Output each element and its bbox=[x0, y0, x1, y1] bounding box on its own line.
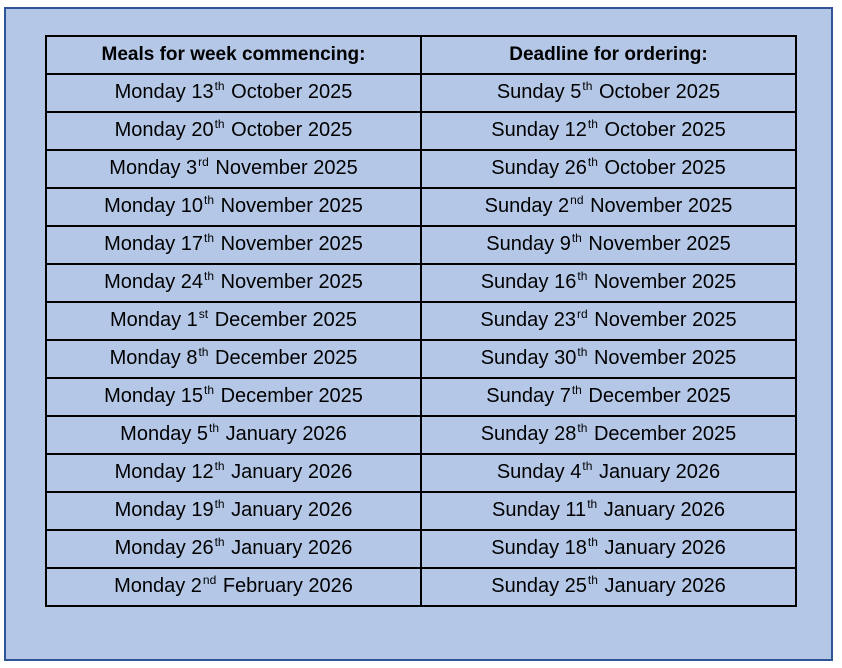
date-ordinal-suffix: th bbox=[204, 383, 215, 397]
date-day: Sunday bbox=[484, 195, 553, 217]
table-row bbox=[46, 188, 796, 226]
ordering-deadline-cell bbox=[421, 264, 796, 302]
date-year: 2025 bbox=[675, 81, 721, 103]
date-ordinal-suffix: th bbox=[587, 573, 598, 587]
date-number: 5 bbox=[570, 81, 582, 103]
date-day: Monday bbox=[114, 119, 186, 141]
date-day: Sunday bbox=[496, 81, 565, 103]
ordering-deadline-cell bbox=[421, 530, 796, 568]
date-year: 2025 bbox=[686, 233, 731, 255]
date-month: February bbox=[222, 575, 303, 597]
date-year: 2025 bbox=[312, 309, 358, 331]
date-year: 2026 bbox=[680, 499, 725, 521]
date-ordinal-suffix: th bbox=[214, 535, 225, 549]
meal-ordering-table bbox=[45, 35, 797, 607]
week-commencing-cell bbox=[46, 340, 421, 378]
date-ordinal-suffix: th bbox=[571, 383, 582, 397]
date-day: Sunday bbox=[491, 119, 560, 141]
date-number: 7 bbox=[559, 385, 571, 407]
ordering-deadline-cell bbox=[421, 74, 796, 112]
date-month: December bbox=[215, 347, 308, 369]
date-month: November bbox=[220, 195, 313, 217]
date-number: 23 bbox=[553, 309, 577, 331]
date-year: 2025 bbox=[318, 195, 363, 217]
date-month: October bbox=[604, 119, 676, 141]
date-month: October bbox=[604, 157, 676, 179]
date-year: 2025 bbox=[691, 347, 737, 369]
date-ordinal-suffix: rd bbox=[198, 155, 209, 169]
table-row bbox=[46, 112, 796, 150]
date-day: Monday bbox=[114, 461, 186, 483]
date-month: January bbox=[604, 575, 676, 597]
date-number: 16 bbox=[554, 271, 577, 293]
date-ordinal-suffix: th bbox=[209, 421, 220, 435]
ordering-deadline-cell bbox=[421, 416, 796, 454]
week-commencing-cell bbox=[46, 416, 421, 454]
week-commencing-cell bbox=[46, 530, 421, 568]
table-row bbox=[46, 492, 796, 530]
table-row bbox=[46, 530, 796, 568]
date-ordinal-suffix: st bbox=[198, 307, 209, 321]
date-ordinal-suffix: th bbox=[198, 345, 209, 359]
date-day: Monday bbox=[120, 423, 192, 445]
date-number: 9 bbox=[559, 233, 571, 255]
date-number: 5 bbox=[196, 423, 209, 445]
table-row bbox=[46, 340, 796, 378]
date-ordinal-suffix: th bbox=[582, 459, 593, 473]
ordering-deadline-cell bbox=[421, 188, 796, 226]
week-commencing-cell bbox=[46, 264, 421, 302]
date-month: January bbox=[231, 499, 303, 521]
date-ordinal-suffix: th bbox=[587, 155, 598, 169]
date-number: 26 bbox=[191, 537, 214, 559]
date-ordinal-suffix: nd bbox=[202, 573, 217, 587]
date-day: Monday bbox=[109, 347, 181, 369]
ordering-deadline-cell bbox=[421, 454, 796, 492]
date-month: December bbox=[220, 385, 313, 407]
date-day: Monday bbox=[104, 271, 176, 293]
date-month: January bbox=[231, 537, 303, 559]
date-month: November bbox=[588, 233, 681, 255]
date-year: 2025 bbox=[313, 157, 358, 179]
date-number: 1 bbox=[186, 309, 198, 331]
date-day: Sunday bbox=[491, 157, 560, 179]
table-header-row bbox=[46, 36, 796, 74]
date-ordinal-suffix: th bbox=[204, 193, 215, 207]
date-number: 19 bbox=[191, 499, 214, 521]
date-number: 12 bbox=[564, 119, 587, 141]
week-commencing-cell bbox=[46, 568, 421, 606]
date-ordinal-suffix: th bbox=[214, 79, 225, 93]
table-row bbox=[46, 302, 796, 340]
date-year: 2026 bbox=[681, 575, 726, 597]
ordering-deadline-cell bbox=[421, 568, 796, 606]
date-ordinal-suffix: nd bbox=[570, 193, 584, 207]
date-year: 2025 bbox=[318, 233, 363, 255]
date-month: January bbox=[231, 461, 303, 483]
ordering-deadline-cell bbox=[421, 150, 796, 188]
date-number: 8 bbox=[186, 347, 198, 369]
date-month: December bbox=[214, 309, 307, 331]
date-number: 2 bbox=[190, 575, 202, 597]
date-number: 12 bbox=[191, 461, 214, 483]
date-day: Sunday bbox=[480, 271, 549, 293]
date-year: 2025 bbox=[691, 271, 737, 293]
date-month: November bbox=[220, 233, 313, 255]
date-number: 4 bbox=[570, 461, 582, 483]
date-number: 10 bbox=[180, 195, 204, 217]
date-number: 2 bbox=[558, 195, 570, 217]
date-year: 2025 bbox=[318, 271, 363, 293]
date-year: 2025 bbox=[307, 119, 353, 141]
date-day: Monday bbox=[114, 575, 186, 597]
date-number: 26 bbox=[564, 157, 587, 179]
week-commencing-cell bbox=[46, 492, 421, 530]
ordering-deadline-cell bbox=[421, 378, 796, 416]
week-commencing-cell bbox=[46, 74, 421, 112]
date-number: 25 bbox=[564, 575, 587, 597]
date-day: Monday bbox=[104, 385, 176, 407]
date-ordinal-suffix: th bbox=[204, 231, 215, 245]
date-day: Sunday bbox=[480, 309, 549, 331]
table-row bbox=[46, 74, 796, 112]
week-commencing-cell bbox=[46, 454, 421, 492]
date-ordinal-suffix: th bbox=[214, 497, 225, 511]
ordering-deadline-cell bbox=[421, 492, 796, 530]
date-number: 13 bbox=[191, 81, 214, 103]
date-day: Sunday bbox=[480, 347, 549, 369]
table-body bbox=[46, 74, 796, 606]
date-month: January bbox=[603, 499, 675, 521]
date-year: 2025 bbox=[318, 385, 363, 407]
ordering-deadline-cell bbox=[421, 226, 796, 264]
table-row bbox=[46, 378, 796, 416]
date-month: January bbox=[598, 461, 671, 483]
date-day: Monday bbox=[104, 233, 176, 255]
week-commencing-cell bbox=[46, 226, 421, 264]
date-day: Monday bbox=[109, 309, 182, 331]
week-commencing-cell bbox=[46, 150, 421, 188]
date-month: November bbox=[594, 309, 687, 331]
date-day: Sunday bbox=[496, 461, 565, 483]
date-ordinal-suffix: th bbox=[577, 269, 588, 283]
date-month: January bbox=[604, 537, 676, 559]
date-year: 2025 bbox=[687, 195, 733, 217]
date-number: 28 bbox=[554, 423, 577, 445]
date-year: 2026 bbox=[307, 461, 353, 483]
date-year: 2025 bbox=[307, 81, 353, 103]
date-day: Sunday bbox=[491, 537, 560, 559]
date-number: 15 bbox=[180, 385, 204, 407]
date-month: January bbox=[225, 423, 297, 445]
date-ordinal-suffix: th bbox=[587, 535, 598, 549]
date-number: 30 bbox=[554, 347, 577, 369]
week-commencing-cell bbox=[46, 378, 421, 416]
date-month: November bbox=[215, 157, 308, 179]
date-year: 2025 bbox=[681, 157, 726, 179]
date-day: Monday bbox=[114, 499, 186, 521]
date-ordinal-suffix: th bbox=[587, 497, 598, 511]
date-day: Sunday bbox=[486, 233, 555, 255]
ordering-deadline-cell bbox=[421, 340, 796, 378]
ordering-deadline-cell bbox=[421, 112, 796, 150]
date-ordinal-suffix: th bbox=[577, 421, 588, 435]
date-day: Monday bbox=[114, 81, 186, 103]
date-number: 18 bbox=[564, 537, 587, 559]
week-commencing-cell bbox=[46, 302, 421, 340]
date-month: November bbox=[593, 271, 687, 293]
date-ordinal-suffix: th bbox=[204, 269, 215, 283]
ordering-deadline-cell bbox=[421, 302, 796, 340]
date-year: 2025 bbox=[686, 385, 731, 407]
date-ordinal-suffix: th bbox=[577, 345, 588, 359]
date-day: Sunday bbox=[492, 499, 560, 521]
date-ordinal-suffix: th bbox=[214, 459, 225, 473]
date-month: November bbox=[593, 347, 687, 369]
date-year: 2026 bbox=[307, 499, 353, 521]
date-ordinal-suffix: th bbox=[571, 231, 582, 245]
date-day: Monday bbox=[109, 157, 181, 179]
date-day: Sunday bbox=[480, 423, 549, 445]
table-row bbox=[46, 454, 796, 492]
date-year: 2025 bbox=[691, 423, 737, 445]
date-year: 2025 bbox=[692, 309, 737, 331]
date-number: 20 bbox=[191, 119, 214, 141]
date-month: December bbox=[588, 385, 681, 407]
table-row bbox=[46, 416, 796, 454]
date-month: November bbox=[220, 271, 313, 293]
date-day: Sunday bbox=[491, 575, 560, 597]
date-number: 3 bbox=[186, 157, 198, 179]
date-month: November bbox=[590, 195, 683, 217]
date-year: 2026 bbox=[675, 461, 721, 483]
date-year: 2026 bbox=[307, 537, 353, 559]
table-row bbox=[46, 264, 796, 302]
date-month: October bbox=[231, 81, 303, 103]
date-year: 2025 bbox=[681, 119, 726, 141]
date-month: December bbox=[593, 423, 687, 445]
date-year: 2026 bbox=[681, 537, 726, 559]
date-year: 2025 bbox=[312, 347, 358, 369]
table-row bbox=[46, 226, 796, 264]
week-commencing-cell bbox=[46, 188, 421, 226]
header-week-commencing: Meals for week commencing: bbox=[46, 36, 421, 74]
date-month: October bbox=[231, 119, 303, 141]
date-ordinal-suffix: th bbox=[214, 117, 225, 131]
date-ordinal-suffix: th bbox=[587, 117, 598, 131]
date-day: Monday bbox=[114, 537, 186, 559]
date-ordinal-suffix: th bbox=[582, 79, 593, 93]
date-day: Monday bbox=[104, 195, 176, 217]
week-commencing-cell bbox=[46, 112, 421, 150]
table-row bbox=[46, 568, 796, 606]
date-day: Sunday bbox=[486, 385, 555, 407]
date-year: 2026 bbox=[302, 423, 347, 445]
date-number: 17 bbox=[180, 233, 204, 255]
table-row bbox=[46, 150, 796, 188]
header-ordering-deadline: Deadline for ordering: bbox=[421, 36, 796, 74]
date-ordinal-suffix: rd bbox=[577, 307, 588, 321]
date-month: October bbox=[598, 81, 671, 103]
date-number: 11 bbox=[565, 499, 587, 521]
date-number: 24 bbox=[180, 271, 204, 293]
date-year: 2026 bbox=[308, 575, 353, 597]
